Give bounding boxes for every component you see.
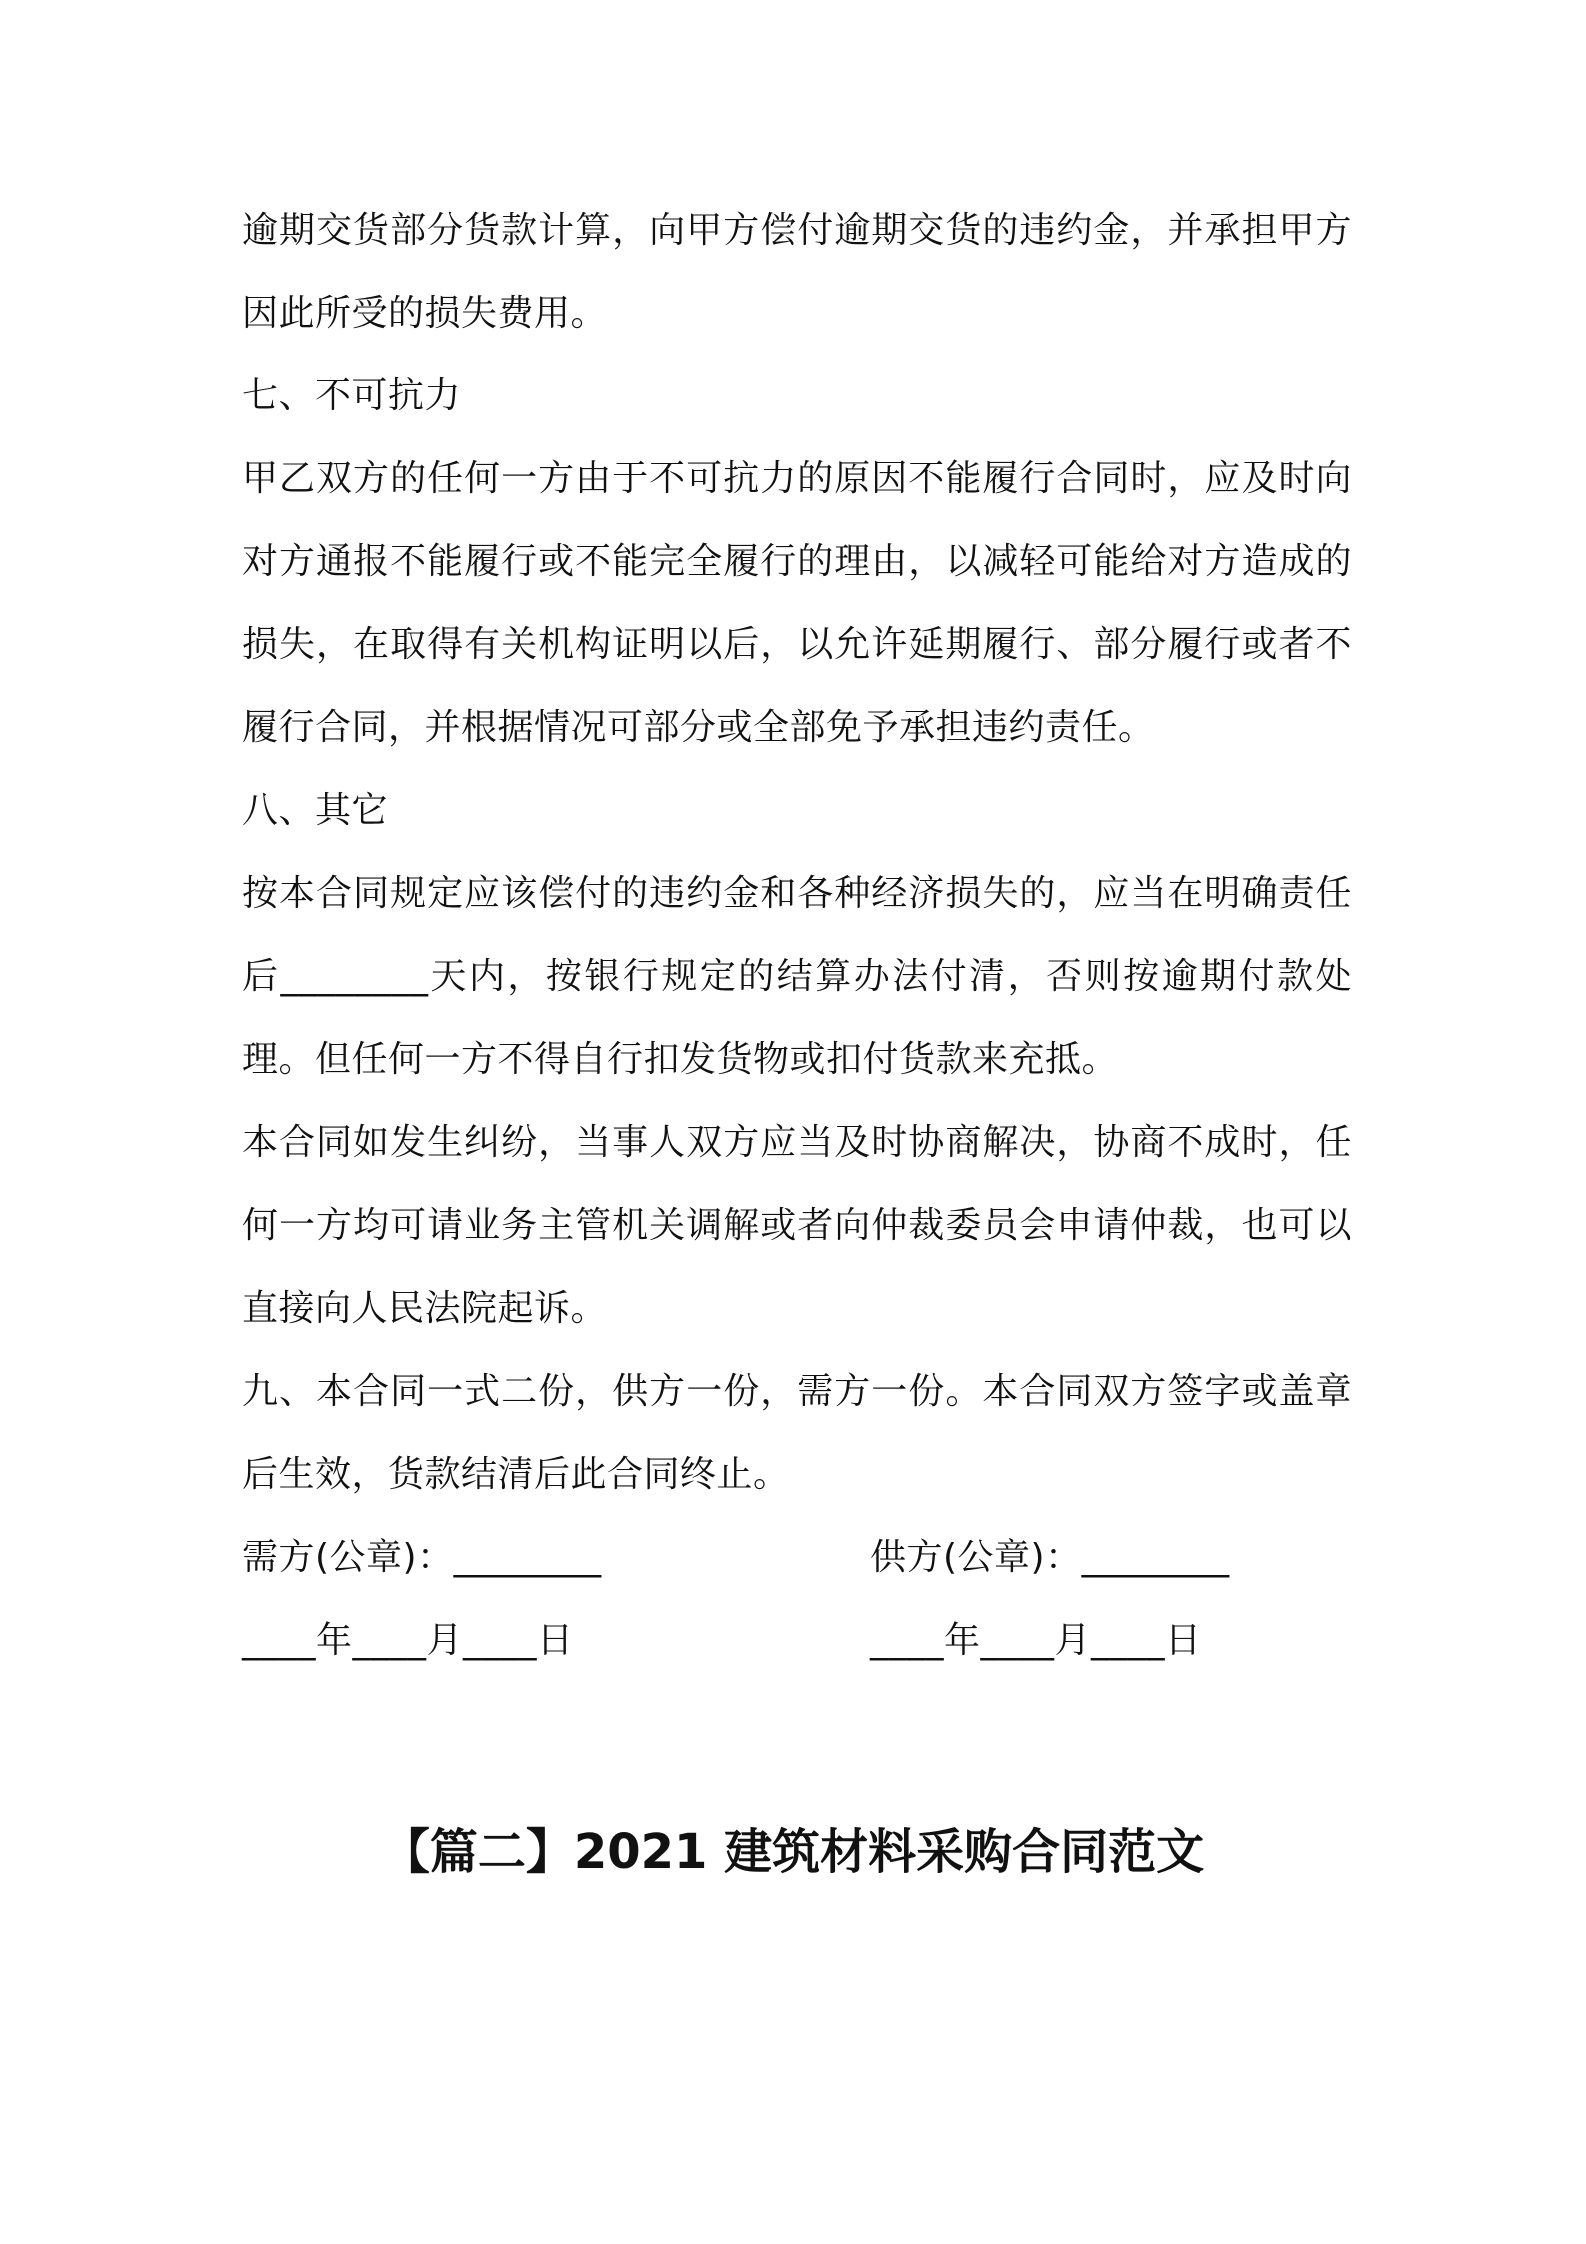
paragraph-line: 理。但任何一方不得自行扣发货物或扣付货款来充抵。 xyxy=(242,1039,1119,1080)
paragraph-line: 履行合同，并根据情况可部分或全部免予承担违约责任。 xyxy=(242,707,1155,748)
paragraph-line: 损失，在取得有关机构证明以后，以允许延期履行、部分履行或者不 xyxy=(242,624,1352,665)
paragraph-line: 逾期交货部分货款计算，向甲方偿付逾期交货的违约金，并承担甲方 xyxy=(242,210,1352,251)
paragraph-line: 九、本合同一式二份，供方一份，需方一份。本合同双方签字或盖章 xyxy=(242,1371,1352,1412)
paragraph-line: 何一方均可请业务主管机关调解或者向仲裁委员会申请仲裁，也可以 xyxy=(242,1205,1352,1246)
paragraph-line: 直接向人民法院起诉。 xyxy=(242,1288,608,1329)
paragraph-line: 对方通报不能履行或不能完全履行的理由，以减轻可能给对方造成的 xyxy=(242,541,1352,582)
paragraph-line: 因此所受的损失费用。 xyxy=(242,293,608,334)
section-heading-force-majeure: 七、不可抗力 xyxy=(242,375,462,416)
seller-date-line: ____年____月____日 xyxy=(870,1620,1202,1661)
section-heading-other: 八、其它 xyxy=(242,790,389,831)
seller-seal-label: 供方(公章)：________ xyxy=(870,1537,1230,1578)
paragraph-line: 按本合同规定应该偿付的违约金和各种经济损失的，应当在明确责任 xyxy=(242,873,1352,914)
paragraph-line: 后________天内，按银行规定的结算办法付清，否则按逾期付款处 xyxy=(242,956,1352,997)
paragraph-line: 后生效，货款结清后此合同终止。 xyxy=(242,1454,790,1495)
buyer-date-line: ____年____月____日 xyxy=(242,1620,574,1661)
paragraph-line: 甲乙双方的任何一方由于不可抗力的原因不能履行合同时，应及时向 xyxy=(242,458,1352,499)
paragraph-line: 本合同如发生纠纷，当事人双方应当及时协商解决，协商不成时，任 xyxy=(242,1122,1352,1163)
next-section-title: 【篇二】2021 建筑材料采购合同范文 xyxy=(381,1824,1205,1880)
buyer-seal-label: 需方(公章)：________ xyxy=(242,1537,602,1578)
